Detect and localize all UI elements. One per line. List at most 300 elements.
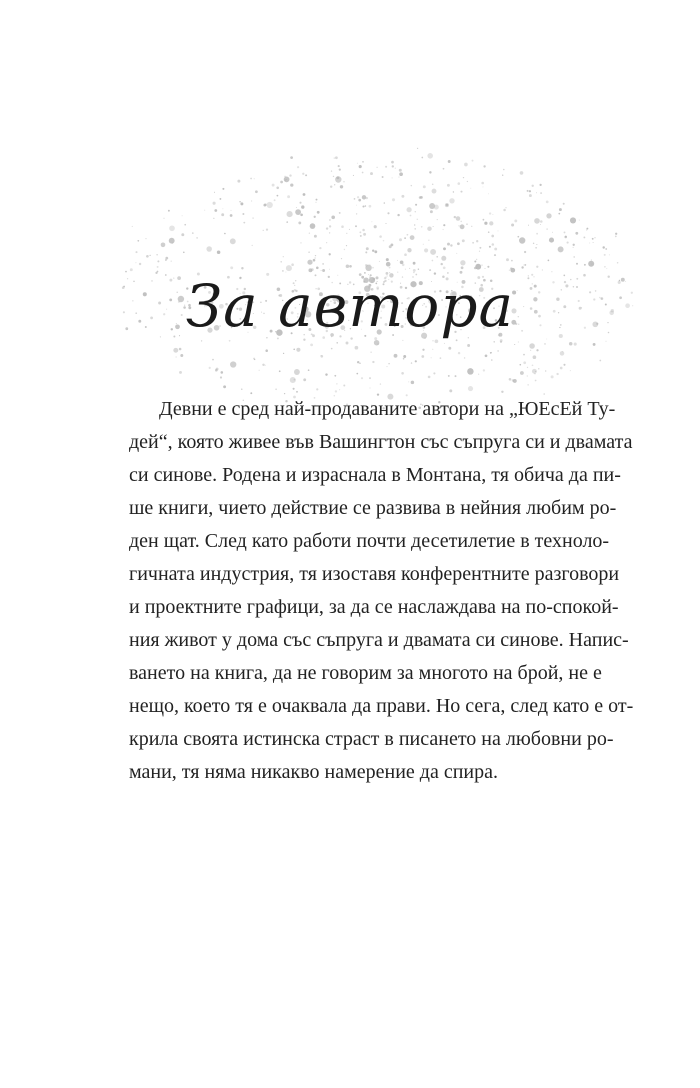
speckle-dot: [432, 183, 434, 185]
speckle-dot: [340, 185, 343, 188]
speckle-dot: [591, 260, 592, 261]
paragraph-line: ше книги, чието действие се развива в нейния любим ро-: [129, 497, 617, 519]
speckle-dot: [397, 260, 398, 261]
speckle-dot: [299, 202, 301, 204]
speckle-dot: [421, 355, 424, 358]
speckle-dot: [428, 240, 429, 241]
speckle-dot: [404, 253, 407, 256]
speckle-dot: [370, 172, 373, 175]
speckle-dot: [230, 361, 236, 367]
speckle-dot: [443, 224, 445, 226]
speckle-dot: [314, 216, 316, 218]
speckle-dot: [454, 216, 456, 218]
speckle-dot: [494, 248, 497, 251]
speckle-dot: [471, 226, 472, 227]
speckle-dot: [276, 187, 279, 190]
speckle-dot: [335, 176, 341, 182]
speckle-dot: [344, 249, 345, 250]
speckle-dot: [523, 354, 525, 356]
speckle-dot: [335, 156, 338, 159]
paragraph-line: крила своята истинска страст в писането на любовни ро-: [129, 728, 614, 750]
speckle-dot: [514, 219, 517, 222]
speckle-dot: [490, 352, 492, 354]
speckle-dot: [410, 235, 415, 240]
speckle-dot: [524, 251, 526, 253]
speckle-dot: [403, 355, 406, 358]
speckle-dot: [265, 365, 266, 366]
speckle-dot: [546, 228, 547, 229]
speckle-dot: [222, 208, 223, 209]
speckle-dot: [360, 235, 362, 237]
speckle-dot: [415, 228, 416, 229]
speckle-dot: [297, 166, 299, 168]
speckle-dot: [491, 359, 493, 361]
speckle-dot: [333, 176, 334, 177]
speckle-dot: [545, 370, 546, 371]
speckle-dot: [423, 244, 424, 245]
speckle-dot: [536, 192, 537, 193]
speckle-dot: [137, 240, 139, 242]
speckle-dot: [455, 375, 457, 377]
speckle-dot: [329, 253, 331, 255]
speckle-dot: [483, 186, 484, 187]
speckle-dot: [528, 225, 529, 226]
speckle-dot: [404, 237, 406, 239]
speckle-dot: [483, 369, 485, 371]
speckle-dot: [432, 189, 437, 194]
speckle-dot: [440, 357, 442, 359]
speckle-dot: [242, 213, 244, 215]
speckle-dot: [217, 250, 221, 254]
speckle-dot: [165, 257, 168, 260]
speckle-dot: [464, 357, 465, 358]
speckle-dot: [302, 173, 304, 175]
speckle-dot: [280, 181, 283, 184]
speckle-dot: [564, 231, 566, 233]
speckle-dot: [414, 224, 415, 225]
speckle-dot: [485, 354, 488, 357]
speckle-dot: [457, 242, 460, 245]
speckle-dot: [341, 225, 344, 228]
speckle-dot: [491, 235, 494, 238]
speckle-dot: [355, 225, 357, 227]
speckle-dot: [517, 236, 519, 238]
speckle-dot: [460, 260, 465, 265]
speckle-dot: [392, 177, 393, 178]
speckle-dot: [161, 242, 166, 247]
speckle-dot: [289, 174, 291, 176]
speckle-dot: [558, 246, 564, 252]
speckle-dot: [417, 219, 418, 220]
speckle-dot: [376, 167, 377, 168]
speckle-dot: [308, 251, 310, 253]
speckle-dot: [287, 195, 290, 198]
speckle-dot: [528, 384, 529, 385]
speckle-dot: [319, 247, 321, 249]
speckle-dot: [255, 190, 258, 193]
speckle-dot: [237, 180, 240, 183]
speckle-dot: [502, 175, 503, 176]
speckle-dot: [460, 191, 462, 193]
speckle-dot: [479, 251, 480, 252]
speckle-dot: [586, 229, 587, 230]
speckle-dot: [230, 238, 236, 244]
speckle-dot: [370, 264, 371, 265]
speckle-dot: [169, 238, 175, 244]
speckle-dot: [605, 248, 607, 250]
speckle-dot: [494, 254, 496, 256]
speckle-dot: [320, 355, 323, 358]
speckle-dot: [310, 223, 316, 229]
speckle-dot: [290, 183, 293, 186]
speckle-dot: [157, 260, 159, 262]
speckle-dot: [436, 256, 438, 258]
speckle-dot: [448, 160, 451, 163]
speckle-dot: [277, 195, 279, 197]
speckle-dot: [433, 226, 434, 227]
speckle-dot: [214, 192, 215, 193]
speckle-dot: [470, 188, 471, 189]
speckle-dot: [240, 202, 243, 205]
speckle-dot: [252, 217, 253, 218]
speckle-dot: [315, 255, 316, 256]
speckle-dot: [481, 182, 484, 185]
speckle-dot: [589, 243, 590, 244]
speckle-dot: [356, 373, 358, 375]
speckle-dot: [617, 262, 619, 264]
speckle-dot: [391, 161, 394, 164]
speckle-dot: [220, 376, 222, 378]
paragraph-line: ния живот у дома със съпруга и двамата си синове. Напис-: [129, 629, 629, 651]
speckle-dot: [135, 251, 137, 253]
paragraph-line: си синове. Родена и израснала в Монтана, тя обича да пи-: [129, 464, 621, 486]
speckle-dot: [476, 259, 477, 260]
speckle-dot: [213, 218, 214, 219]
speckle-dot: [532, 185, 534, 187]
speckle-dot: [399, 177, 400, 178]
speckle-dot: [385, 223, 386, 224]
speckle-dot: [602, 246, 604, 248]
speckle-dot: [415, 360, 417, 362]
speckle-dot: [146, 255, 149, 258]
speckle-dot: [366, 247, 369, 250]
speckle-dot: [369, 205, 372, 208]
speckle-dot: [466, 223, 468, 225]
speckle-dot: [456, 253, 457, 254]
speckle-dot: [384, 202, 386, 204]
speckle-dot: [307, 260, 312, 265]
speckle-dot: [453, 191, 454, 192]
speckle-dot: [467, 181, 468, 182]
speckle-dot: [419, 196, 422, 199]
page-title: За автора: [185, 272, 515, 340]
speckle-dot: [401, 372, 404, 375]
speckle-dot: [341, 258, 342, 259]
speckle-dot: [263, 230, 264, 231]
speckle-dot: [570, 217, 576, 223]
speckle-dot: [433, 372, 435, 374]
speckle-dot: [432, 260, 434, 262]
speckle-dot: [448, 347, 451, 350]
speckle-dot: [551, 375, 554, 378]
speckle-dot: [411, 362, 412, 363]
speckle-dot: [548, 260, 550, 262]
speckle-dot: [527, 375, 528, 376]
speckle-dot: [221, 371, 224, 374]
speckle-dot: [380, 383, 381, 384]
speckle-dot: [488, 231, 490, 233]
speckle-dot: [339, 212, 341, 214]
speckle-dot: [399, 169, 402, 172]
speckle-dot: [329, 219, 331, 221]
speckle-dot: [512, 379, 514, 381]
speckle-dot: [280, 261, 282, 263]
speckle-dot: [609, 254, 610, 255]
speckle-dot: [458, 352, 460, 354]
speckle-dot: [560, 351, 565, 356]
speckle-dot: [386, 258, 389, 261]
speckle-dot: [523, 361, 526, 364]
speckle-dot: [591, 263, 592, 264]
speckle-dot: [401, 195, 404, 198]
speckle-dot: [534, 218, 540, 224]
speckle-dot: [219, 198, 221, 200]
speckle-dot: [489, 212, 491, 214]
speckle-dot: [259, 370, 260, 371]
speckle-dot: [428, 376, 431, 379]
speckle-dot: [196, 237, 198, 239]
speckle-dot: [336, 383, 337, 384]
speckle-dot: [354, 198, 356, 200]
speckle-dot: [339, 168, 341, 170]
speckle-dot: [519, 364, 521, 366]
speckle-dot: [298, 221, 301, 224]
speckle-dot: [382, 176, 384, 178]
speckle-dot: [563, 203, 565, 205]
paragraph-line: ването на книга, да не говорим за многото на брой, не е: [129, 662, 602, 684]
speckle-dot: [370, 388, 371, 389]
speckle-dot: [540, 224, 541, 225]
speckle-dot: [325, 373, 327, 375]
speckle-dot: [563, 364, 565, 366]
speckle-dot: [206, 246, 212, 252]
speckle-dot: [413, 262, 416, 265]
speckle-dot: [334, 158, 335, 159]
speckle-dot: [532, 364, 534, 366]
speckle-dot: [488, 193, 489, 194]
speckle-dot: [215, 369, 218, 372]
speckle-dot: [296, 207, 297, 208]
speckle-dot: [173, 348, 178, 353]
speckle-dot: [388, 363, 390, 365]
speckle-dot: [379, 261, 380, 262]
speckle-dot: [441, 263, 443, 265]
speckle-dot: [308, 369, 310, 371]
speckle-dot: [250, 178, 252, 180]
speckle-dot: [536, 233, 538, 235]
speckle-dot: [183, 252, 185, 254]
speckle-dot: [132, 226, 133, 227]
speckle-dot: [443, 229, 444, 230]
speckle-dot: [546, 213, 551, 218]
speckle-dot: [334, 184, 335, 185]
speckle-dot: [415, 211, 416, 212]
speckle-dot: [424, 248, 428, 252]
speckle-dot: [204, 210, 205, 211]
speckle-dot: [467, 368, 473, 374]
speckle-dot: [533, 243, 534, 244]
speckle-dot: [536, 244, 537, 245]
speckle-dot: [145, 238, 146, 239]
speckle-dot: [264, 203, 267, 206]
speckle-dot: [538, 368, 539, 369]
speckle-dot: [349, 229, 350, 230]
speckle-dot: [372, 361, 374, 363]
speckle-dot: [329, 232, 330, 233]
speckle-dot: [283, 353, 284, 354]
speckle-dot: [540, 220, 543, 223]
speckle-dot: [359, 363, 361, 365]
speckle-dot: [357, 163, 358, 164]
speckle-dot: [395, 168, 396, 169]
speckle-dot: [314, 235, 317, 238]
speckle-dot: [429, 203, 435, 209]
speckle-dot: [408, 381, 409, 382]
speckle-dot: [415, 204, 417, 206]
speckle-dot: [468, 386, 473, 391]
speckle-dot: [387, 212, 389, 214]
speckle-dot: [379, 235, 382, 238]
speckle-dot: [456, 216, 461, 221]
speckle-dot: [361, 377, 363, 379]
speckle-dot: [450, 244, 452, 246]
speckle-dot: [374, 225, 377, 228]
speckle-dot: [356, 205, 357, 206]
speckle-dot: [592, 238, 594, 240]
speckle-dot: [172, 242, 174, 244]
speckle-dot: [389, 245, 392, 248]
speckle-dot: [374, 250, 377, 253]
speckle-dot: [326, 242, 327, 243]
speckle-dot: [489, 246, 491, 248]
speckle-dot: [472, 242, 474, 244]
speckle-dot: [356, 213, 357, 214]
speckle-dot: [478, 374, 479, 375]
speckle-dot: [224, 233, 226, 235]
speckle-dot: [458, 225, 460, 227]
speckle-dot: [406, 207, 411, 212]
speckle-dot: [314, 257, 315, 258]
speckle-dot: [432, 349, 433, 350]
speckle-dot: [403, 358, 405, 360]
speckle-dot: [448, 375, 450, 377]
speckle-dot: [410, 215, 412, 217]
speckle-dot: [135, 262, 136, 263]
speckle-dot: [346, 245, 347, 246]
speckle-dot: [274, 199, 276, 201]
speckle-dot: [317, 211, 320, 214]
speckle-dot: [546, 201, 549, 204]
speckle-dot: [139, 263, 141, 265]
speckle-dot: [230, 214, 233, 217]
speckle-dot: [430, 249, 436, 255]
speckle-dot: [503, 209, 506, 212]
speckle-dot: [529, 190, 531, 192]
speckle-dot: [392, 198, 395, 201]
speckle-dot: [326, 227, 328, 229]
speckle-dot: [221, 213, 224, 216]
speckle-dot: [411, 381, 415, 385]
speckle-dot: [559, 208, 562, 211]
speckle-dot: [399, 238, 402, 241]
speckle-dot: [331, 170, 332, 171]
speckle-dot: [392, 165, 394, 167]
speckle-dot: [449, 198, 454, 203]
speckle-dot: [489, 221, 493, 225]
speckle-dot: [586, 228, 588, 230]
speckle-dot: [285, 179, 286, 180]
speckle-dot: [315, 202, 316, 203]
paragraph-line: нещо, което тя е очаквала да прави. Но сега, след като е от-: [129, 695, 634, 717]
speckle-dot: [267, 202, 273, 208]
speckle-dot: [353, 175, 354, 176]
speckle-dot: [169, 225, 175, 231]
speckle-dot: [275, 388, 277, 390]
speckle-dot: [214, 209, 217, 212]
speckle-dot: [176, 356, 177, 357]
speckle-dot: [213, 202, 216, 205]
speckle-dot: [520, 171, 524, 175]
speckle-dot: [519, 237, 525, 243]
speckle-dot: [400, 260, 404, 264]
speckle-dot: [385, 166, 387, 168]
speckle-dot: [474, 261, 476, 263]
speckle-dot: [357, 361, 359, 363]
speckle-dot: [446, 204, 448, 206]
speckle-dot: [192, 232, 194, 234]
speckle-dot: [370, 351, 371, 352]
speckle-dot: [334, 375, 336, 377]
speckle-dot: [179, 371, 182, 374]
speckle-dot: [272, 184, 275, 187]
speckle-dot: [599, 360, 601, 362]
speckle-dot: [316, 388, 318, 390]
speckle-dot: [567, 242, 569, 244]
speckle-dot: [359, 231, 361, 233]
speckle-dot: [309, 232, 310, 233]
speckle-dot: [464, 163, 468, 167]
speckle-dot: [265, 349, 268, 352]
speckle-dot: [520, 371, 524, 375]
speckle-dot: [359, 165, 362, 168]
speckle-dot: [511, 260, 513, 262]
speckle-dot: [180, 354, 183, 357]
speckle-dot: [266, 228, 268, 230]
speckle-dot: [286, 179, 287, 180]
paragraph-line: гичната индустрия, тя изоставя конферентните разговори: [129, 563, 620, 585]
speckle-dot: [357, 196, 359, 198]
speckle-dot: [262, 364, 264, 366]
speckle-dot: [529, 194, 532, 197]
speckle-dot: [284, 176, 286, 178]
speckle-dot: [579, 220, 580, 221]
speckle-dot: [511, 224, 514, 227]
speckle-dot: [535, 247, 537, 249]
speckle-dot: [427, 153, 433, 159]
speckle-dot: [150, 255, 151, 256]
speckle-dot: [331, 348, 333, 350]
speckle-dot: [463, 177, 464, 178]
